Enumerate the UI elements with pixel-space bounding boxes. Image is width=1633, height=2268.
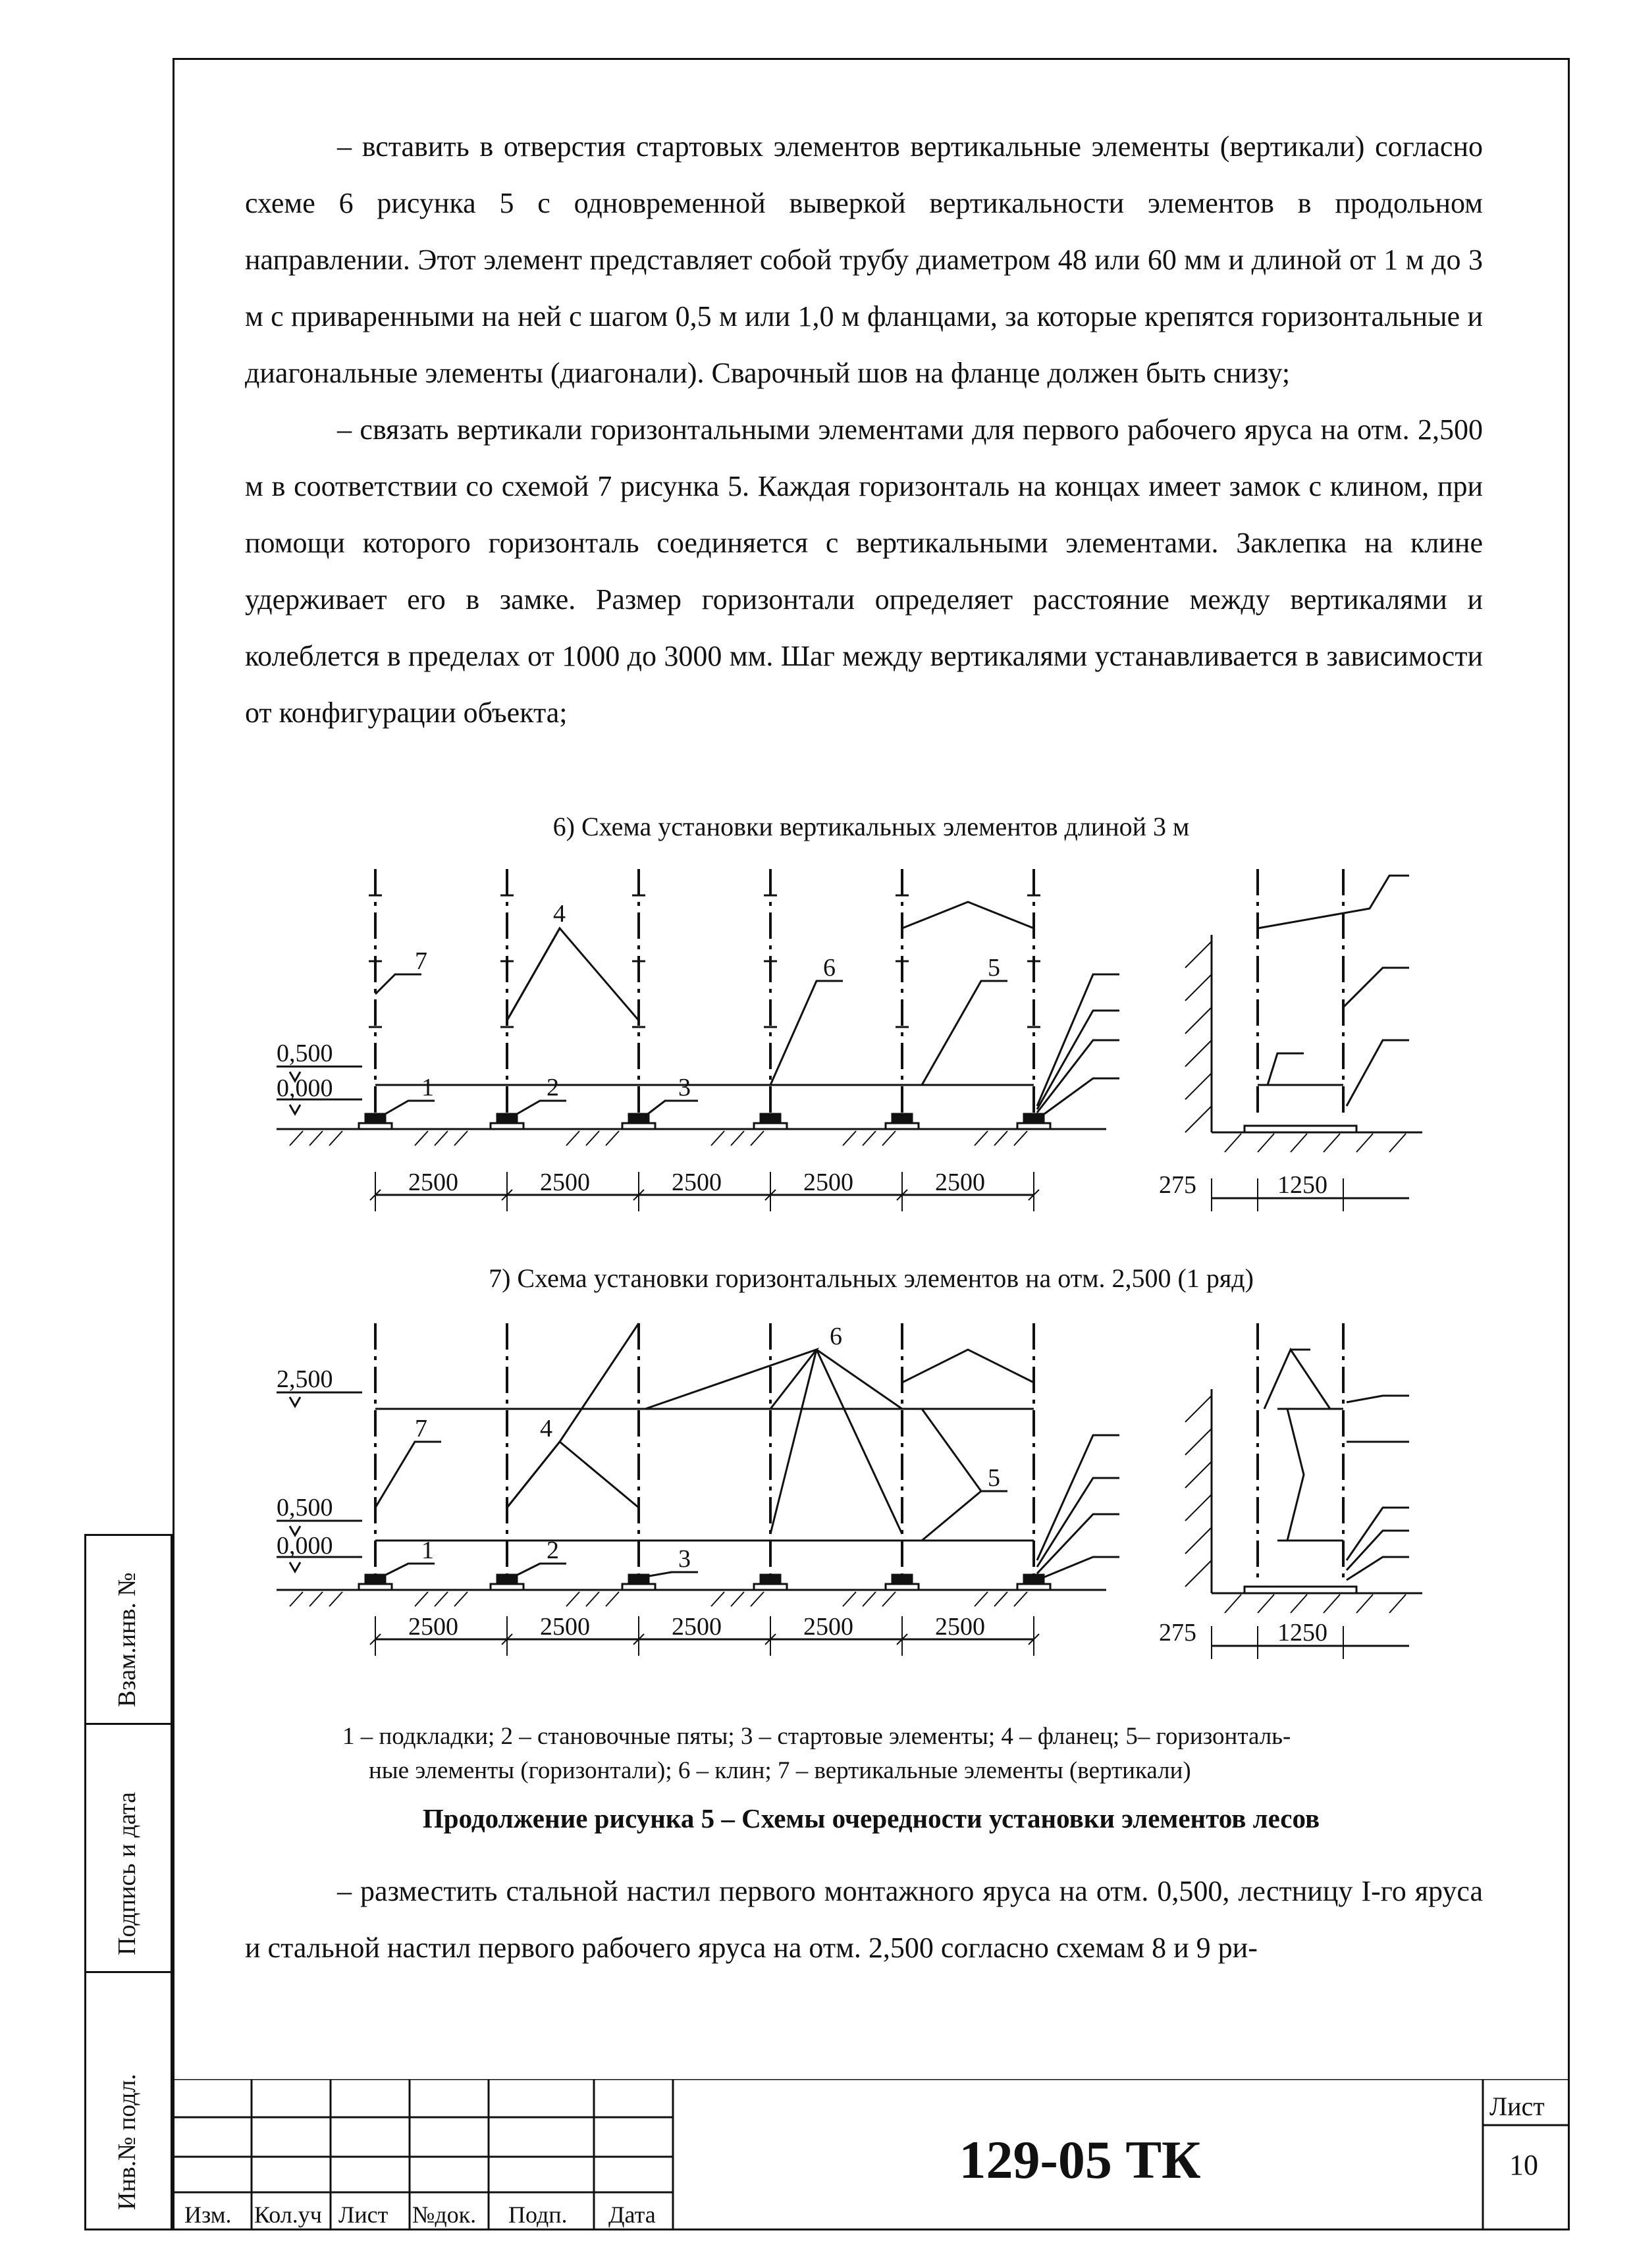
f6-callout-3: 3 xyxy=(678,1074,691,1101)
f7-side-dim-275: 275 xyxy=(1159,1619,1196,1647)
bottom-text xyxy=(245,1863,1483,1976)
f7-dim-3: 2500 xyxy=(672,1613,722,1641)
f6-dim-2: 2500 xyxy=(540,1169,590,1196)
f7-callout-4: 4 xyxy=(540,1415,552,1442)
side-label-original: Инв.№ подл. xyxy=(113,2073,141,2210)
tb-header-kol: Кол.уч xyxy=(254,2202,322,2228)
f6-side-dim-1250: 1250 xyxy=(1277,1171,1327,1199)
f6-callout-2: 2 xyxy=(547,1074,559,1101)
f6-level-0000: 0,000 xyxy=(277,1074,333,1102)
tb-header-data: Дата xyxy=(608,2202,656,2228)
f7-dim-2: 2500 xyxy=(540,1613,590,1641)
f6-callout-7: 7 xyxy=(415,947,427,975)
side-strip xyxy=(84,1534,173,2230)
f6-callout-5: 5 xyxy=(988,954,1000,982)
tb-header-ndok: №док. xyxy=(412,2202,477,2228)
figure7-diagram xyxy=(250,1310,1422,1679)
side-label-replace: Взам.инв. № xyxy=(113,1572,141,1707)
f7-callout-5: 5 xyxy=(988,1464,1000,1492)
title-block xyxy=(173,2079,1570,2230)
f7-level-2500: 2,500 xyxy=(277,1365,333,1393)
side-cell-replace xyxy=(84,1534,173,1725)
legend-line-1: 1 – подкладки; 2 – становочные пяты; 3 – стартовые элементы; 4 – фланец; 5– горизонталь- xyxy=(342,1723,1291,1750)
f6-level-0500: 0,500 xyxy=(277,1040,333,1067)
paragraph-decking: – разместить стальной настил первого монтажного яруса на отм. 0,500, лестницу I-го яруса и стальной настил первого рабочего яруса на отм. 2,500 согласно схемам 8 и 9 ри- xyxy=(245,1875,1483,1964)
paragraph-verticals: – вставить в отверстия стартовых элементов вертикальные элементы (вертикали) согласно схеме 6 рисунка 5 с одновременной выверкой вертикальности элементов в продольном направлении. Этот элемент представляет собой трубу диаметром 48 или 60 мм и длиной от 1 м до 3 м с приваренными на ней с шагом 0,5 м или 1,0 м фланцами, за которые крепятся горизонтальные и диагональные элементы (диагонали). Сварочный шов на фланце должен быть снизу; xyxy=(245,130,1483,389)
side-cell-signature xyxy=(84,1723,173,1973)
f7-dim-1: 2500 xyxy=(408,1613,458,1641)
f6-dim-3: 2500 xyxy=(672,1169,722,1196)
tb-doc-code: 129-05 ТК xyxy=(959,2130,1201,2190)
f6-dim-4: 2500 xyxy=(803,1169,853,1196)
figure7-title: 7) Схема установки горизонтальных элементов на отм. 2,500 (1 ряд) xyxy=(489,1263,1254,1293)
f6-side-dim-275: 275 xyxy=(1159,1171,1196,1199)
f6-dim-1: 2500 xyxy=(408,1169,458,1196)
top-text xyxy=(245,119,1483,741)
side-cell-original xyxy=(84,1971,173,2230)
figure-legend xyxy=(342,1720,1488,1788)
tb-header-podp: Подп. xyxy=(508,2202,568,2228)
f7-dim-4: 2500 xyxy=(803,1613,853,1641)
legend-line-2: ные элементы (горизонтали); 6 – клин; 7 – вертикальные элементы (вертикали) xyxy=(369,1757,1191,1784)
f7-dim-5: 2500 xyxy=(935,1613,985,1641)
paragraph-horizontals: – связать вертикали горизонтальными элементами для первого рабочего яруса на отм. 2,500 м в соответствии со схемой 7 рисунка 5. Каждая горизонталь на концах имеет замок с клином, при помощи которого горизонталь соединяется с вертикальными элементами. Заклепка на клине удерживает его в замке. Размер горизонтали определяет расстояние между вертикалями и колеблется в пределах от 1000 до 3000 мм. Шаг между вертикалями устанавливается в зависимости от конфигурации объекта; xyxy=(245,413,1483,729)
f6-dim-5: 2500 xyxy=(935,1169,985,1196)
f7-callout-1: 1 xyxy=(421,1537,434,1564)
tb-header-list: Лист xyxy=(338,2202,388,2228)
f7-callout-2: 2 xyxy=(547,1537,559,1564)
f6-callout-4: 4 xyxy=(553,900,566,928)
tb-sheet-label: Лист xyxy=(1489,2092,1545,2121)
tb-header-izm: Изм. xyxy=(184,2202,232,2228)
f7-level-0500: 0,500 xyxy=(277,1494,333,1521)
f7-side-dim-1250: 1250 xyxy=(1277,1619,1327,1647)
f7-callout-6: 6 xyxy=(830,1323,842,1350)
f7-callout-3: 3 xyxy=(678,1545,691,1573)
figure-caption: Продолжение рисунка 5 – Схемы очередности установки элементов лесов xyxy=(422,1803,1320,1833)
f7-level-0000: 0,000 xyxy=(277,1532,333,1560)
tb-sheet-number: 10 xyxy=(1509,2149,1538,2181)
figure6-diagram xyxy=(250,856,1422,1225)
side-label-signature: Подпись и дата xyxy=(113,1791,141,1955)
f6-callout-6: 6 xyxy=(823,954,836,982)
f6-callout-1: 1 xyxy=(421,1074,434,1101)
f7-callout-7: 7 xyxy=(415,1415,427,1442)
figure6-title: 6) Схема установки вертикальных элементов длиной 3 м xyxy=(552,812,1190,841)
